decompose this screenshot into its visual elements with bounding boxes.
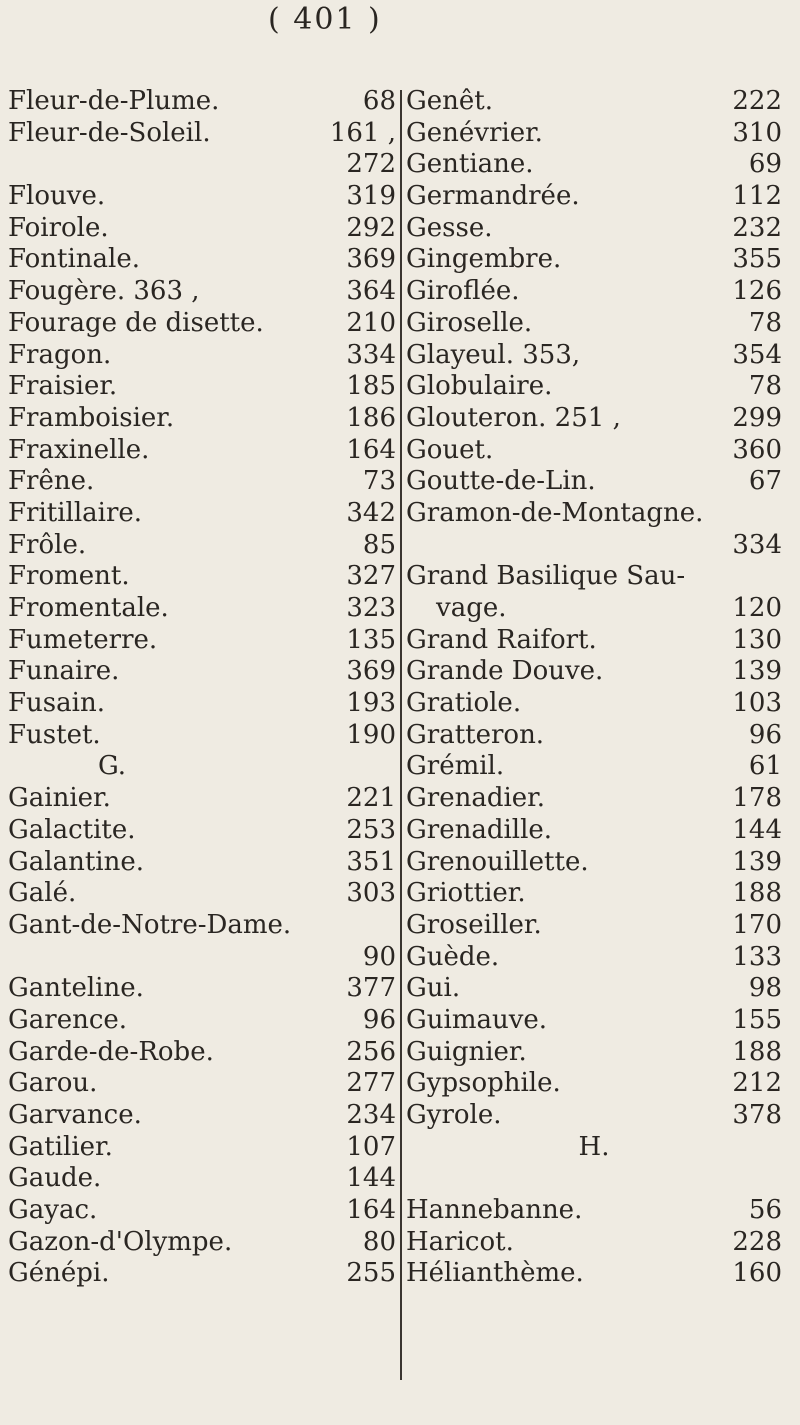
index-entry xyxy=(8,1068,396,1100)
entry-page-number: 185 xyxy=(346,371,396,402)
index-entry xyxy=(8,847,396,879)
entry-page-number: 369 xyxy=(346,244,396,275)
index-entry xyxy=(406,276,782,308)
entry-page-number: 234 xyxy=(346,1100,396,1130)
entry-page-number: 80 xyxy=(362,1226,396,1257)
entry-page-number: 78 xyxy=(748,371,782,402)
index-entry xyxy=(8,561,396,593)
entry-term: Framboisier. xyxy=(8,402,175,433)
entry-page-number: 334 xyxy=(346,339,396,370)
entry-term: Glouteron. 251 , xyxy=(406,402,621,433)
index-entry xyxy=(406,593,782,625)
entry-page-number: 90 xyxy=(362,941,396,972)
index-entry xyxy=(8,1163,396,1195)
entry-page-number: 354 xyxy=(732,339,782,370)
entry-term: Gratteron. xyxy=(406,719,545,750)
entry-term: Grande Douve. xyxy=(406,656,604,687)
entry-term: Grenadier. xyxy=(406,783,546,814)
index-entry xyxy=(406,403,782,435)
index-entry xyxy=(8,308,396,340)
index-entry xyxy=(406,656,782,688)
index-entry xyxy=(8,181,396,213)
entry-page-number: 155 xyxy=(732,1004,782,1035)
entry-term: Fusain. xyxy=(8,688,105,719)
index-entry xyxy=(8,720,396,752)
index-entry xyxy=(406,244,782,276)
entry-page-number: 221 xyxy=(346,783,396,814)
entry-term: Goutte-de-Lin. xyxy=(406,466,596,497)
entry-page-number: 139 xyxy=(732,846,782,877)
entry-page-number: 253 xyxy=(346,814,396,845)
entry-term: Germandrée. xyxy=(406,181,580,212)
entry-page-number: 139 xyxy=(732,656,782,687)
index-entry xyxy=(406,530,782,562)
index-entry xyxy=(406,878,782,910)
section-letter-heading xyxy=(8,751,396,783)
entry-page-number: 61 xyxy=(748,751,782,782)
entry-term: Fumeterre. xyxy=(8,624,158,655)
index-entry xyxy=(8,118,396,150)
entry-page-number: 69 xyxy=(748,149,782,180)
heading-letter: G. xyxy=(97,751,127,782)
entry-page-number: 120 xyxy=(732,593,782,623)
entry-term: Grenouillette. xyxy=(406,846,589,877)
index-entry xyxy=(406,720,782,752)
index-entry xyxy=(8,783,396,815)
entry-page-number: 277 xyxy=(346,1068,396,1099)
index-entry xyxy=(406,1005,782,1037)
entry-term: vage. xyxy=(436,593,507,623)
index-entry xyxy=(8,688,396,720)
index-entry xyxy=(8,1227,396,1259)
index-entry xyxy=(8,244,396,276)
entry-term: Garence. xyxy=(8,1004,128,1035)
entry-page-number: 310 xyxy=(732,117,782,148)
index-entry xyxy=(8,1100,396,1132)
index-entry xyxy=(406,181,782,213)
index-entry xyxy=(8,942,396,974)
entry-term: Gingembre. xyxy=(406,244,562,275)
entry-page-number: 323 xyxy=(346,593,396,623)
index-entry xyxy=(8,1005,396,1037)
entry-term: Fromentale. xyxy=(8,593,169,623)
entry-term: Giroflée. xyxy=(406,276,520,307)
index-column-left xyxy=(8,86,396,1290)
entry-term: Grenadille. xyxy=(406,814,553,845)
index-entry xyxy=(406,847,782,879)
entry-page-number: 360 xyxy=(732,434,782,465)
index-entry xyxy=(406,688,782,720)
entry-term: Garou. xyxy=(8,1068,98,1099)
index-entry xyxy=(8,498,396,530)
entry-page-number: 164 xyxy=(346,434,396,465)
entry-page-number: 133 xyxy=(732,941,782,972)
entry-term: Grand Basilique Sau- xyxy=(406,561,686,592)
index-entry xyxy=(406,1068,782,1100)
index-entry xyxy=(8,1195,396,1227)
entry-term: Grémil. xyxy=(406,751,505,782)
entry-page-number: 342 xyxy=(346,497,396,528)
entry-term: Galantine. xyxy=(8,846,144,877)
index-entry xyxy=(406,149,782,181)
entry-page-number: 364 xyxy=(346,276,396,307)
entry-term: Fraxinelle. xyxy=(8,434,150,465)
entry-term: Gaude. xyxy=(8,1163,102,1194)
index-entry xyxy=(406,1195,782,1227)
section-letter-heading xyxy=(406,1132,782,1164)
index-entry xyxy=(8,910,396,942)
entry-term: Grand Raifort. xyxy=(406,624,597,655)
entry-page-number: 188 xyxy=(732,878,782,909)
entry-term: Genévrier. xyxy=(406,117,543,148)
heading-letter: H. xyxy=(578,1131,610,1162)
index-column-right xyxy=(406,86,782,1290)
entry-term: Gatilier. xyxy=(8,1131,113,1162)
entry-term: Galé. xyxy=(8,878,77,909)
entry-page-number: 98 xyxy=(748,973,782,1004)
entry-term: Fritillaire. xyxy=(8,497,143,528)
entry-term: Giroselle. xyxy=(406,307,533,338)
entry-page-number: 351 xyxy=(346,846,396,877)
entry-page-number: 164 xyxy=(346,1195,396,1226)
index-entry xyxy=(8,1037,396,1069)
index-entry xyxy=(406,1227,782,1259)
entry-term: Guimauve. xyxy=(406,1004,548,1035)
entry-term: Guignier. xyxy=(406,1036,527,1067)
entry-page-number: 355 xyxy=(732,244,782,275)
index-entry xyxy=(8,878,396,910)
index-entry xyxy=(8,625,396,657)
entry-page-number: 107 xyxy=(346,1131,396,1162)
entry-term: Hannebanne. xyxy=(406,1195,583,1226)
entry-term: Globulaire. xyxy=(406,371,553,402)
index-entry xyxy=(8,1132,396,1164)
entry-page-number: 188 xyxy=(732,1036,782,1067)
index-entry xyxy=(8,593,396,625)
index-entry xyxy=(8,213,396,245)
entry-page-number: 126 xyxy=(732,276,782,307)
index-entry xyxy=(406,625,782,657)
index-entry xyxy=(8,149,396,181)
entry-page-number: 212 xyxy=(732,1068,782,1099)
entry-page-number: 256 xyxy=(346,1036,396,1067)
entry-term: Frêne. xyxy=(8,466,95,497)
entry-page-number: 222 xyxy=(732,86,782,116)
entry-term: Gramon-de-Montagne. xyxy=(406,497,704,528)
entry-term: Galactite. xyxy=(8,814,136,845)
entry-term: Fleur-de-Plume. xyxy=(8,86,220,116)
index-entry xyxy=(406,1258,782,1290)
index-entry xyxy=(406,308,782,340)
index-entry xyxy=(8,371,396,403)
index-entry xyxy=(8,973,396,1005)
entry-term: Gant-de-Notre-Dame. xyxy=(8,909,292,940)
entry-page-number: 67 xyxy=(748,466,782,497)
entry-term: Frôle. xyxy=(8,529,87,560)
entry-term: Gayac. xyxy=(8,1195,98,1226)
index-entry xyxy=(8,656,396,688)
entry-term: Gazon-d'Olympe. xyxy=(8,1226,233,1257)
entry-term: Gratiole. xyxy=(406,688,522,719)
entry-page-number: 319 xyxy=(346,181,396,212)
page-number: ( 401 ) xyxy=(268,2,382,37)
entry-page-number: 56 xyxy=(748,1195,782,1226)
entry-page-number: 299 xyxy=(732,402,782,433)
entry-term: Gesse. xyxy=(406,212,493,243)
entry-page-number: 232 xyxy=(732,212,782,243)
entry-term: Garde-de-Robe. xyxy=(8,1036,214,1067)
entry-page-number: 228 xyxy=(732,1226,782,1257)
entry-page-number: 170 xyxy=(732,909,782,940)
index-entry xyxy=(8,815,396,847)
entry-page-number: 68 xyxy=(362,86,396,116)
entry-term: Glayeul. 353, xyxy=(406,339,581,370)
entry-term: Génépi. xyxy=(8,1258,110,1289)
index-entry xyxy=(406,340,782,372)
index-entry xyxy=(406,783,782,815)
entry-term: Froment. xyxy=(8,561,130,592)
entry-term: Fontinale. xyxy=(8,244,140,275)
entry-term: Fleur-de-Soleil. xyxy=(8,117,211,148)
index-entry xyxy=(406,498,782,530)
entry-page-number: 78 xyxy=(748,307,782,338)
entry-page-number: 112 xyxy=(732,181,782,212)
index-entry xyxy=(406,213,782,245)
entry-page-number: 96 xyxy=(748,719,782,750)
entry-term: Fougère. 363 , xyxy=(8,276,200,307)
entry-term: Gyrole. xyxy=(406,1100,502,1130)
entry-term: Flouve. xyxy=(8,181,106,212)
entry-term: Groseiller. xyxy=(406,909,542,940)
entry-term: Gui. xyxy=(406,973,461,1004)
index-entry xyxy=(8,466,396,498)
index-entry xyxy=(406,435,782,467)
entry-page-number: 193 xyxy=(346,688,396,719)
index-entry xyxy=(406,910,782,942)
index-entry xyxy=(406,371,782,403)
index-entry xyxy=(8,530,396,562)
entry-term: Fustet. xyxy=(8,719,101,750)
entry-term: Haricot. xyxy=(406,1226,514,1257)
index-entry xyxy=(406,86,782,118)
index-entry xyxy=(406,815,782,847)
entry-page-number: 178 xyxy=(732,783,782,814)
index-entry xyxy=(406,561,782,593)
entry-term: Gouet. xyxy=(406,434,494,465)
index-entry xyxy=(406,973,782,1005)
entry-page-number: 303 xyxy=(346,878,396,909)
entry-term: Genêt. xyxy=(406,86,494,116)
entry-page-number: 377 xyxy=(346,973,396,1004)
entry-term: Gentiane. xyxy=(406,149,534,180)
entry-page-number: 130 xyxy=(732,624,782,655)
entry-page-number: 378 xyxy=(732,1100,782,1130)
column-divider xyxy=(400,90,402,1380)
index-entry xyxy=(406,1037,782,1069)
entry-page-number: 369 xyxy=(346,656,396,687)
entry-term: Griottier. xyxy=(406,878,526,909)
index-entry xyxy=(8,340,396,372)
entry-page-number: 144 xyxy=(732,814,782,845)
index-entry xyxy=(8,435,396,467)
entry-term: Hélianthème. xyxy=(406,1258,584,1289)
entry-term: Ganteline. xyxy=(8,973,144,1004)
index-entry xyxy=(8,1258,396,1290)
index-entry xyxy=(8,403,396,435)
entry-page-number: 96 xyxy=(362,1004,396,1035)
entry-page-number: 334 xyxy=(732,529,782,560)
index-entry xyxy=(406,751,782,783)
entry-page-number: 161 , xyxy=(329,117,396,148)
entry-term: Gypsophile. xyxy=(406,1068,561,1099)
entry-term: Funaire. xyxy=(8,656,120,687)
entry-page-number: 210 xyxy=(346,307,396,338)
entry-term: Fraisier. xyxy=(8,371,118,402)
entry-page-number: 135 xyxy=(346,624,396,655)
entry-page-number: 186 xyxy=(346,402,396,433)
index-entry xyxy=(406,1100,782,1132)
entry-page-number: 190 xyxy=(346,719,396,750)
entry-term: Gainier. xyxy=(8,783,111,814)
entry-page-number: 327 xyxy=(346,561,396,592)
index-entry xyxy=(406,118,782,150)
entry-page-number: 144 xyxy=(346,1163,396,1194)
index-entry xyxy=(8,86,396,118)
entry-page-number: 85 xyxy=(362,529,396,560)
entry-page-number: 292 xyxy=(346,212,396,243)
index-entry xyxy=(406,466,782,498)
entry-term: Fragon. xyxy=(8,339,112,370)
entry-term: Fourage de disette. xyxy=(8,307,264,338)
index-entry xyxy=(406,942,782,974)
entry-term: Guède. xyxy=(406,941,500,972)
entry-page-number: 272 xyxy=(346,149,396,180)
entry-term: Garvance. xyxy=(8,1100,142,1130)
index-entry xyxy=(406,1163,782,1195)
entry-page-number: 103 xyxy=(732,688,782,719)
entry-page-number: 255 xyxy=(346,1258,396,1289)
entry-page-number: 160 xyxy=(732,1258,782,1289)
entry-term: Foirole. xyxy=(8,212,109,243)
entry-page-number: 73 xyxy=(362,466,396,497)
index-entry xyxy=(8,276,396,308)
